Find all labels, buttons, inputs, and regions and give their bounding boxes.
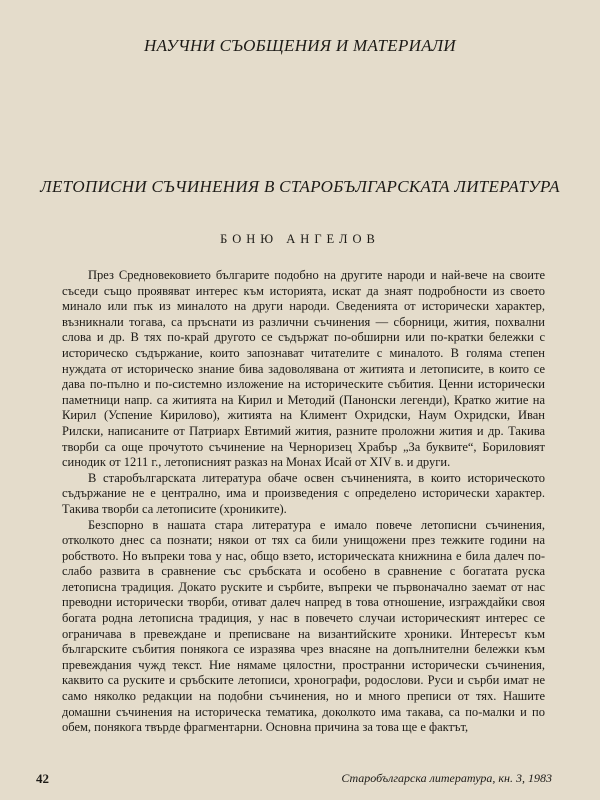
section-heading: НАУЧНИ СЪОБЩЕНИЯ И МАТЕРИАЛИ	[144, 36, 456, 55]
paragraph: През Средновековието българите подобно на другите народи и най-вече на своите съседи също проявяват интерес към историята, искат да знаят подробности из своето минало или пък из миналото на други народи. Сведенията от исторически характер, възникнали тогава, са пръснати из различни съчинения — сборници, жития, похвални слова и др. В тях по-край другото се съдържат по-обширни или по-кратки бележки с историческо съдържание, които запознават читателите с миналото. В голяма степен нуждата от историческо знание бива задоволявана от житията и летописите, в които се дава по-пълно и по-системно изложение на историческите събития. Ценни исторически паметници напр. са житията на Кирил и Методий (Панонски легенди), Кратко житие на Кирил (Успение Кирилово), житията на Климент Охридски, Наум Охридски, Иван Рилски, написаните от Патриарх Евтимий жития, разните проложни жития и др. Такива творби са още прочутото съчинение на Черноризец Храбър „За буквите“, Бориловият синодик от 1211 г., летописният разказ на Монах Исай от XIV в. и други.	[62, 268, 545, 470]
journal-citation: Старобългарска литература, кн. 3, 1983	[341, 771, 552, 785]
page-number: 42	[36, 771, 49, 786]
paragraph: В старобългарската литература обаче освен съчиненията, в които историческото съдържание не е централно, има и произведения с определено исторически характер. Такива творби са летописите (хрониките).	[62, 470, 545, 516]
article-author: БОНЮ АНГЕЛОВ	[220, 232, 380, 246]
article-body	[62, 268, 545, 736]
article-title: ЛЕТОПИСНИ СЪЧИНЕНИЯ В СТАРОБЪЛГАРСКАТА ЛИТЕРАТУРА	[40, 177, 560, 196]
paragraph: Безспорно в нашата стара литература е имало повече летописни съчинения, отколкото днес са познати; някои от тях са били унищожени през тежките години на робството. Но въпреки това у нас, общо взето, историческата книжнина е била далеч по-слабо развита в сравнение със сръбската и особено в сравнение с богатата руска летописна традиция. Докато руските и сърбите, въпреки че първоначално заемат от нас преводни исторически творби, отиват далеч напред в това отношение, изграждайки своя богата родна летописна традиция, у нас в повечето случаи историческият интерес се ограничава в превеждане и преписване на византийските хроники. Интересът към българските събития понякога се изразява чрез внасяне на допълнителни бележки към превеждания чужд текст. Ние нямаме цялостни, пространни исторически съчинения, каквито са руските и сръбските летописи, хронографи, родослови. Руси и сърби имат не само няколко редакции на подобни съчинения, но и много преписи от тях. Нашите домашни съчинения на историческа тематика, доколкото има такава, са по-малки и по обем, понякога твърде фрагментарни. Основна причина за това ще е фактът,	[62, 517, 545, 735]
